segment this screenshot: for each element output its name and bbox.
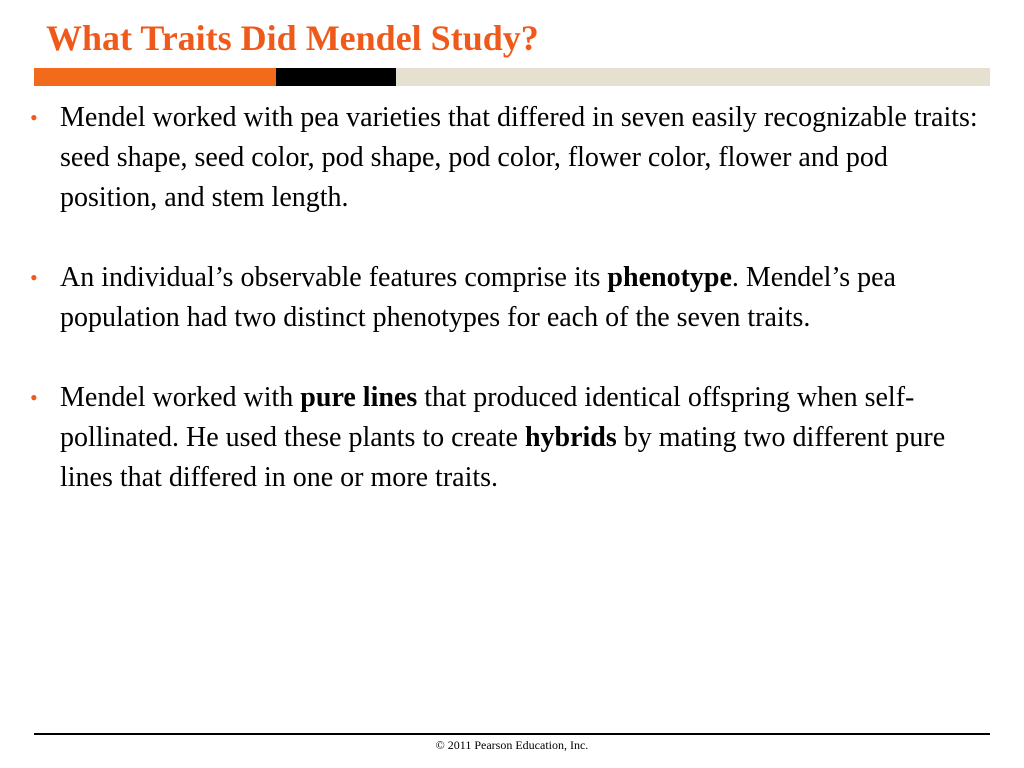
- bullet-list: [30, 98, 980, 538]
- title-bar-orange-segment: [34, 68, 276, 86]
- bullet-text: that produced identical offspring when self-pollinated. He used these plants to create: [60, 382, 915, 453]
- slide-title: What Traits Did Mendel Study?: [46, 18, 539, 58]
- bullet-marker: •: [30, 105, 38, 130]
- bullet-text: . Mendel’s pea population had two distinct phenotypes for each of the seven traits.: [60, 262, 896, 333]
- term-phenotype: phenotype: [607, 262, 732, 293]
- title-divider-bar: [34, 68, 990, 86]
- bullet-text: by mating two different pure lines that differed in one or more traits.: [60, 422, 946, 493]
- bullet-item: [30, 258, 980, 338]
- term-pure-lines: pure lines: [300, 382, 418, 413]
- bullet-marker: •: [30, 265, 38, 290]
- bullet-item: [30, 378, 980, 498]
- title-bar-tan-segment: [396, 68, 990, 86]
- bullet-item: [30, 98, 980, 218]
- bullet-marker: •: [30, 385, 38, 410]
- term-hybrids: hybrids: [524, 422, 617, 453]
- title-bar-black-segment: [276, 68, 396, 86]
- bullet-text: An individual’s observable features comprise its: [60, 262, 608, 293]
- footer-divider: [34, 733, 990, 735]
- bullet-text: Mendel worked with: [60, 382, 301, 413]
- bullet-text: Mendel worked with pea varieties that differed in seven easily recognizable traits: seed shape, seed color, pod shape, pod color, flower color, flower and pod position, and stem length.: [60, 102, 978, 213]
- copyright-footer: © 2011 Pearson Education, Inc.: [435, 738, 589, 752]
